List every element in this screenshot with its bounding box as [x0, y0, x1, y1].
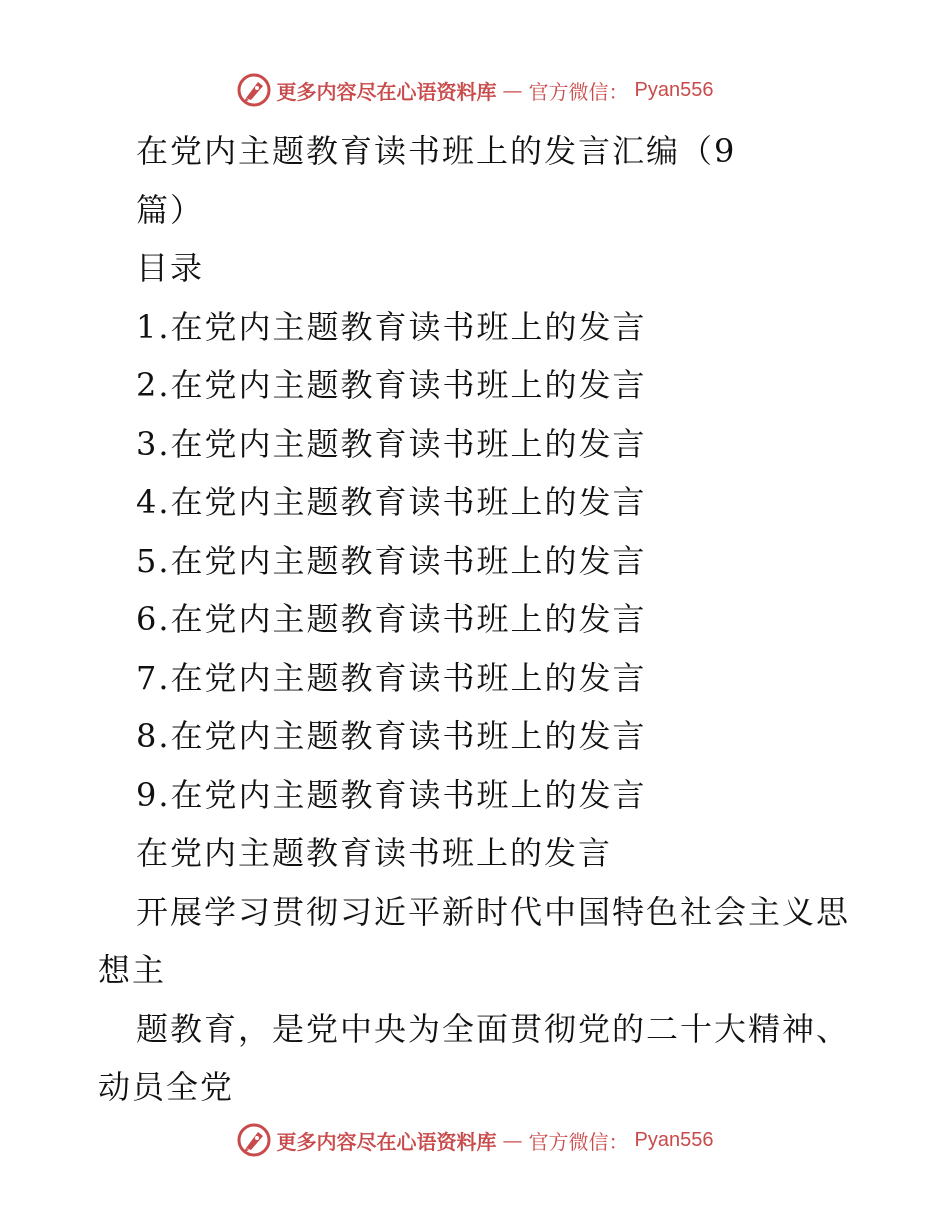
document-title-line-1: 在党内主题教育读书班上的发言汇编（9 — [136, 132, 737, 170]
banner-separator: — — [502, 1128, 523, 1152]
banner-brand-text: 更多内容尽在心语资料库 — [276, 79, 497, 104]
paragraph-line-3: 题教育，是党中央为全面贯彻党的二十大精神、 — [136, 1009, 851, 1048]
banner-wechat-label: 官方微信： — [528, 1129, 629, 1154]
toc-item-6: 6.在党内主题教育读书班上的发言 — [136, 600, 647, 638]
banner-wechat-id: Pyan556 — [634, 1128, 714, 1151]
toc-item-4: 4.在党内主题教育读书班上的发言 — [136, 483, 647, 521]
footer-watermark-banner — [0, 1120, 950, 1160]
toc-item-8: 8.在党内主题教育读书班上的发言 — [136, 717, 647, 755]
pen-nib-logo-icon — [237, 73, 271, 107]
toc-item-7: 7.在党内主题教育读书班上的发言 — [136, 658, 647, 697]
toc-item-1: 1.在党内主题教育读书班上的发言 — [136, 307, 647, 346]
document-body — [98, 122, 858, 1117]
banner-wechat-label: 官方微信： — [528, 79, 629, 104]
paragraph-line-1: 开展学习贯彻习近平新时代中国特色社会主义思 — [136, 892, 851, 931]
toc-heading: 目录 — [136, 249, 205, 287]
header-watermark-banner — [0, 70, 950, 110]
pen-nib-logo-icon — [237, 1123, 271, 1157]
banner-separator: — — [502, 78, 523, 102]
paragraph-line-4: 动员全党 — [98, 1068, 235, 1106]
toc-item-3: 3.在党内主题教育读书班上的发言 — [136, 424, 647, 463]
toc-item-2: 2.在党内主题教育读书班上的发言 — [136, 366, 647, 404]
banner-wechat-id: Pyan556 — [634, 78, 714, 101]
toc-item-5: 5.在党内主题教育读书班上的发言 — [136, 541, 647, 580]
toc-item-9: 9.在党内主题教育读书班上的发言 — [136, 775, 647, 814]
section-title: 在党内主题教育读书班上的发言 — [136, 834, 613, 872]
paragraph-line-2: 想主 — [98, 951, 167, 989]
document-title-line-2: 篇） — [136, 190, 205, 229]
banner-brand-text: 更多内容尽在心语资料库 — [276, 1129, 497, 1154]
